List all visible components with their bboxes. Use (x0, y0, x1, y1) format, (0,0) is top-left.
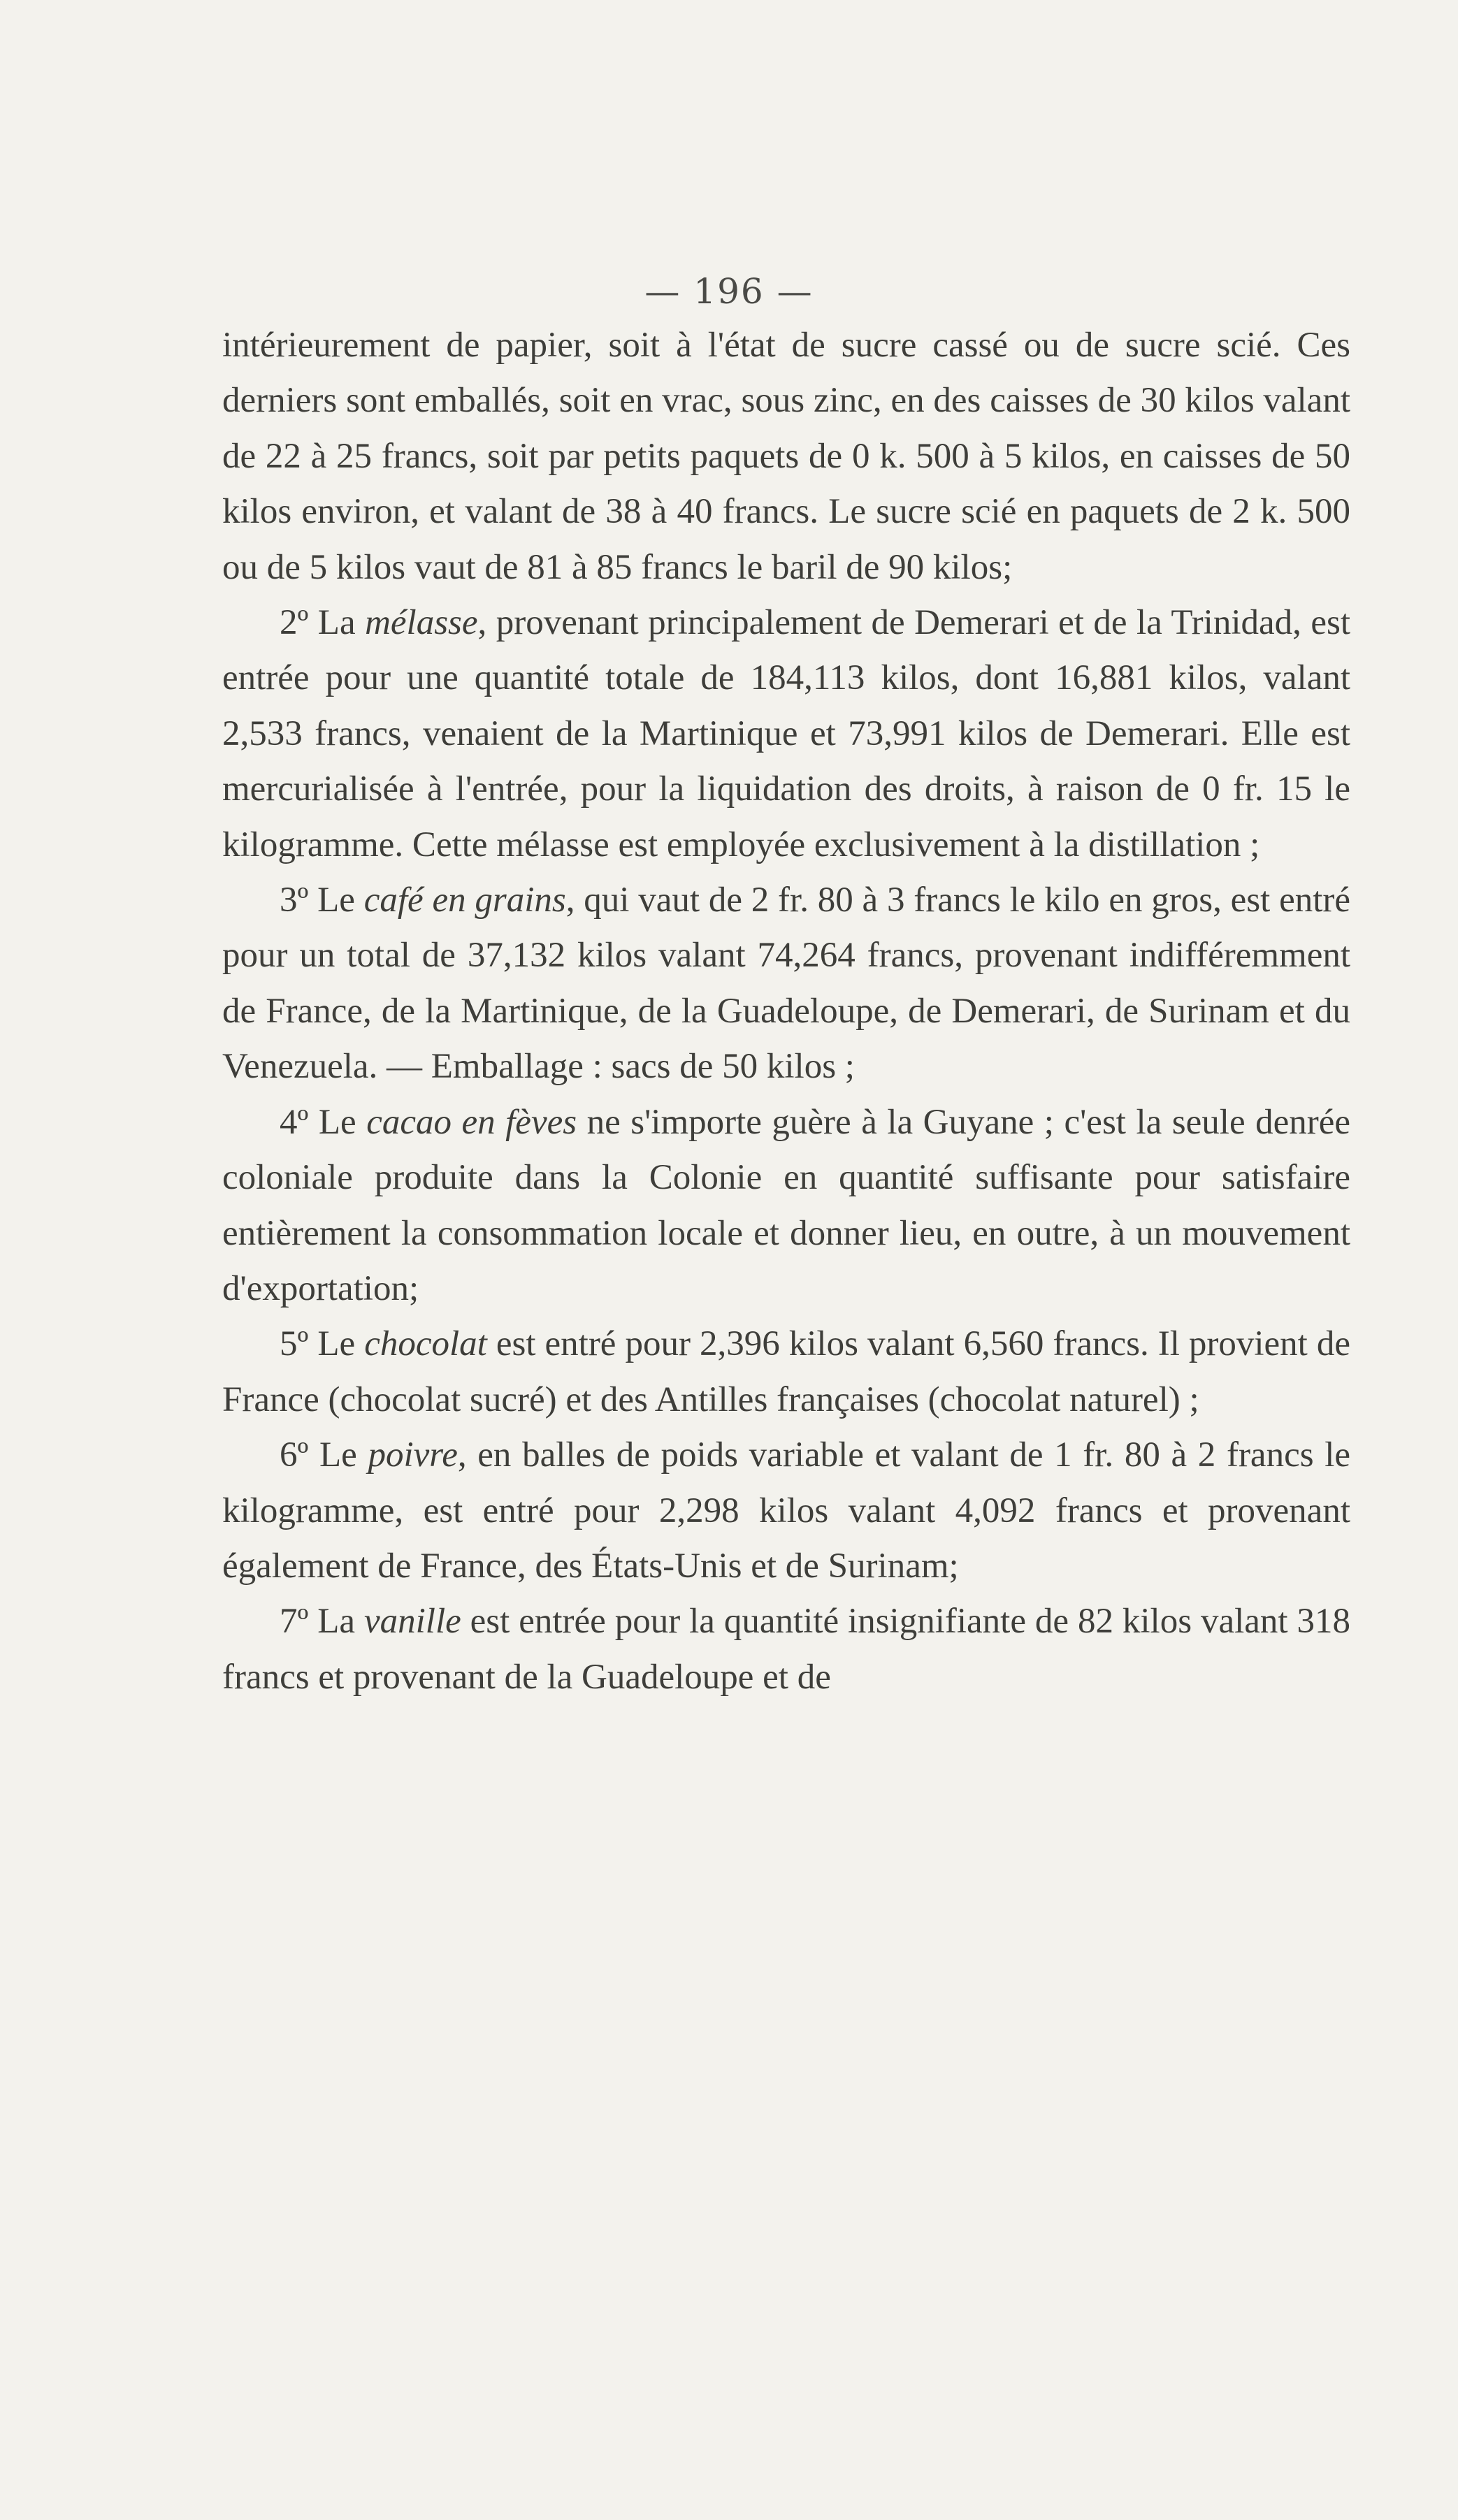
item-term: poivre (368, 1435, 458, 1475)
paragraph-sucre-continued (222, 318, 1350, 595)
item-number: 3º (280, 881, 309, 920)
item-number: 7º (280, 1602, 309, 1642)
item-number: 6º (280, 1435, 309, 1475)
item-article: Le (319, 1435, 357, 1475)
page-number: — 196 — (644, 271, 814, 312)
paragraph-cafe (222, 873, 1350, 1095)
paragraph-melasse (222, 595, 1350, 873)
paragraph-text: est entrée pour la quantité insignifiante de 82 kilos valant 318 francs et provenant de la Guadeloupe et de (222, 1602, 1351, 1697)
paragraph-chocolat (222, 1317, 1350, 1428)
paragraph-cacao (222, 1095, 1350, 1317)
item-article: La (317, 603, 356, 643)
item-article: Le (318, 1102, 356, 1142)
item-article: Le (317, 881, 355, 920)
item-article: Le (317, 1324, 356, 1364)
item-term: café en grains (363, 881, 566, 920)
paragraph-text: intérieurement de papier, soit à l'état de sucre cassé ou de sucre scié. Ces derniers sont emballés, soit en vrac, sous zinc, en des caisses de 30 kilos valant de 22 à 25 francs, soit par petits paquets de 0 k. 500 à 5 kilos, en caisses de 50 kilos environ, et valant de 38 à 40 francs. Le sucre scié en paquets de 2 k. 500 ou de 5 kilos vaut de 81 à 85 francs le baril de 90 kilos; (222, 326, 1350, 587)
paragraph-text: , provenant principalement de Demerari et de la Trinidad, est entrée pour une quantité totale de 184,113 kilos, dont 16,881 kilos, valant 2,533 francs, venaient de la Martinique et 73,991 kilos de Demerari. Elle est mercurialisée à l'entrée, pour la liquidation des droits, à raison de 0 fr. 15 le kilogramme. Cette mélasse est employée exclusivement à la distillation ; (222, 603, 1351, 864)
paragraph-text: ne s'importe guère à la Guyane ; c'est la seule denrée coloniale produite dans la Colonie en quantité suffisante pour satisfaire entièrement la consommation locale et donner lieu, en outre, à un mouvement d'exportation; (222, 1102, 1351, 1308)
item-number: 2º (280, 603, 309, 643)
item-term: vanille (363, 1602, 461, 1642)
paragraph-vanille (222, 1594, 1350, 1705)
item-term: mélasse (365, 603, 478, 643)
paragraph-text: , qui vaut de 2 fr. 80 à 3 francs le kilo en gros, est entré pour un total de 37,132 kilos valant 74,264 francs, provenant indifféremment de France, de la Martinique, de la Guadeloupe, de Demerari, de Surinam et du Venezuela. — Emballage : sacs de 50 kilos ; (222, 881, 1351, 1087)
paragraph-text: est entré pour 2,396 kilos valant 6,560 francs. Il provient de France (chocolat sucré) et des Antilles françaises (chocolat naturel) ; (222, 1324, 1351, 1419)
paragraph-poivre (222, 1428, 1350, 1594)
item-term: chocolat (364, 1324, 487, 1364)
body-text (222, 318, 1350, 1705)
paragraph-text: , en balles de poids variable et valant de 1 fr. 80 à 2 francs le kilogramme, est entré pour 2,298 kilos valant 4,092 francs et provenant également de France, des États-Unis et de Surinam; (222, 1435, 1351, 1586)
item-article: La (317, 1602, 356, 1642)
item-number: 4º (280, 1102, 309, 1142)
item-term: cacao en fèves (366, 1102, 577, 1142)
item-number: 5º (280, 1324, 309, 1364)
